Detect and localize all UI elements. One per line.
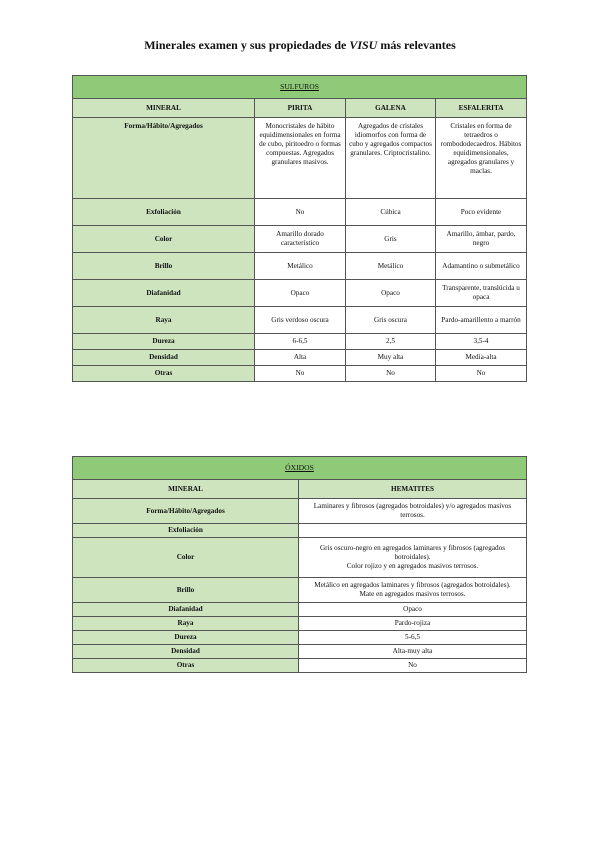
row-label: Otras: [73, 366, 255, 382]
table-row: [73, 253, 527, 280]
table-row: [73, 366, 527, 382]
row-label: Color: [73, 538, 299, 578]
table-row: [73, 350, 527, 366]
table-row: [73, 226, 527, 253]
column-header-hematites: HEMATITES: [299, 480, 527, 499]
table-cell: [299, 578, 527, 603]
table-row: [73, 645, 527, 659]
table-row: [73, 118, 527, 199]
section-header-row: [73, 76, 527, 99]
table-cell: Cúbica: [346, 199, 436, 226]
table-cell: Amarillo, ámbar, pardo, negro: [436, 226, 527, 253]
row-label: Otras: [73, 659, 299, 673]
sulfuros-table: [72, 75, 527, 382]
oxidos-table: [72, 456, 527, 673]
table-row: [73, 603, 527, 617]
table-row: [73, 334, 527, 350]
table-cell: Cristales en forma de tetraedros o rombododecaedros. Hábitos equidimensionales, agregados granulares y maclas.: [436, 118, 527, 199]
column-header-mineral: MINERAL: [73, 99, 255, 118]
table-row: [73, 631, 527, 645]
table-cell: [299, 538, 527, 578]
table-row: [73, 499, 527, 524]
table-cell: [299, 524, 527, 538]
cell-line: Gris oscuro-negro en agregados laminares y fibrosos (agregados botroidales).: [319, 544, 506, 561]
row-label: Forma/Hábito/Agregados: [73, 118, 255, 199]
row-label: Brillo: [73, 253, 255, 280]
section-title: ÓXIDOS: [73, 457, 527, 480]
table-cell: No: [346, 366, 436, 382]
title-prefix: Minerales examen y sus propiedades de: [144, 38, 347, 52]
row-label: Densidad: [73, 645, 299, 659]
table-cell: No: [255, 199, 346, 226]
table-row: [73, 659, 527, 673]
cell-line: Mate en agregados masivos terrosos.: [359, 590, 466, 598]
table-cell: Metálico: [346, 253, 436, 280]
cell-line: Metálico en agregados laminares y fibrosos (agregados botroidales).: [314, 581, 511, 589]
table-row: [73, 617, 527, 631]
table-cell: Metálico: [255, 253, 346, 280]
table-cell: Gris oscura: [346, 307, 436, 334]
row-label: Raya: [73, 307, 255, 334]
page-title: [0, 38, 600, 53]
table-cell: 5-6,5: [299, 631, 527, 645]
table-cell: No: [299, 659, 527, 673]
table-cell: Media-alta: [436, 350, 527, 366]
table-cell: Laminares y fibrosos (agregados botroidales) y/o agregados masivos terrosos.: [299, 499, 527, 524]
table-cell: Alta-muy alta: [299, 645, 527, 659]
table-cell: Alta: [255, 350, 346, 366]
table-cell: No: [255, 366, 346, 382]
table-cell: Monocristales de hábito equidimensionales en forma de cubo, piritoedro o formas compuestas. Agregados granulares masivos.: [255, 118, 346, 199]
table-cell: Opaco: [299, 603, 527, 617]
table-row: [73, 280, 527, 307]
title-italic: VISU: [349, 38, 378, 52]
table-cell: Agregados de cristales idiomorfos con forma de cubo y agregados compactos granulares. Criptocristalino.: [346, 118, 436, 199]
table-row: [73, 307, 527, 334]
table-cell: Opaco: [255, 280, 346, 307]
table-cell: 3,5-4: [436, 334, 527, 350]
row-label: Color: [73, 226, 255, 253]
table-row: [73, 578, 527, 603]
column-header-row: [73, 480, 527, 499]
row-label: Densidad: [73, 350, 255, 366]
table-cell: Muy alta: [346, 350, 436, 366]
table-cell: 6-6,5: [255, 334, 346, 350]
table-cell: Amarillo dorado característico: [255, 226, 346, 253]
table-cell: Transparente, translúcida u opaca: [436, 280, 527, 307]
table-cell: 2,5: [346, 334, 436, 350]
table-cell: No: [436, 366, 527, 382]
table-cell: Pardo-rojiza: [299, 617, 527, 631]
title-suffix: más relevantes: [380, 38, 456, 52]
table-row: [73, 524, 527, 538]
row-label: Dureza: [73, 631, 299, 645]
row-label: Diafanidad: [73, 280, 255, 307]
table-cell: Opaco: [346, 280, 436, 307]
row-label: Forma/Hábito/Agregados: [73, 499, 299, 524]
table-cell: Adamantino o submetálico: [436, 253, 527, 280]
row-label: Raya: [73, 617, 299, 631]
row-label: Diafanidad: [73, 603, 299, 617]
row-label: Brillo: [73, 578, 299, 603]
row-label: Dureza: [73, 334, 255, 350]
table-cell: Pardo-amarillento a marrón: [436, 307, 527, 334]
table-row: [73, 538, 527, 578]
section-title: SULFUROS: [73, 76, 527, 99]
section-header-row: [73, 457, 527, 480]
column-header-galena: GALENA: [346, 99, 436, 118]
cell-line: Color rojizo y en agregados masivos terrosos.: [346, 562, 479, 570]
column-header-pirita: PIRITA: [255, 99, 346, 118]
table-cell: Gris: [346, 226, 436, 253]
column-header-row: [73, 99, 527, 118]
row-label: Exfoliación: [73, 524, 299, 538]
table-cell: Poco evidente: [436, 199, 527, 226]
column-header-mineral: MINERAL: [73, 480, 299, 499]
column-header-esfalerita: ESFALERITA: [436, 99, 527, 118]
table-cell: Gris verdoso oscura: [255, 307, 346, 334]
row-label: Exfoliación: [73, 199, 255, 226]
table-row: [73, 199, 527, 226]
